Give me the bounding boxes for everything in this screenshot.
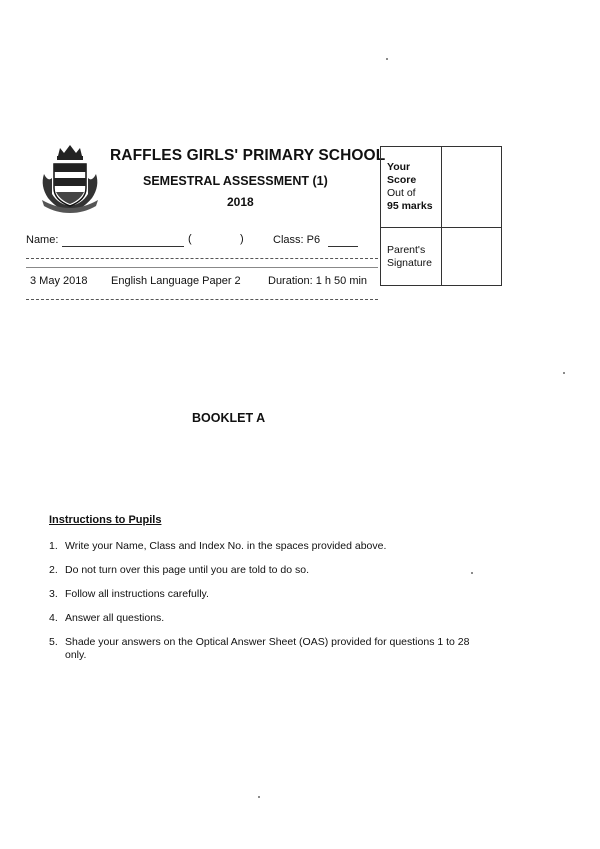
name-field[interactable] bbox=[62, 246, 184, 247]
instruction-text: Follow all instructions carefully. bbox=[65, 588, 209, 600]
divider-line bbox=[26, 299, 378, 300]
instruction-item bbox=[49, 564, 489, 577]
instruction-text: Answer all questions. bbox=[65, 612, 165, 624]
instruction-item bbox=[49, 612, 489, 625]
instruction-number: 5. bbox=[49, 636, 58, 648]
school-name: RAFFLES GIRLS' PRIMARY SCHOOL bbox=[110, 147, 386, 164]
exam-duration: Duration: 1 h 50 min bbox=[268, 275, 368, 287]
school-crest bbox=[38, 142, 102, 214]
score-label bbox=[387, 161, 441, 213]
instructions-title: Instructions to Pupils bbox=[49, 514, 162, 526]
parent-signature-label bbox=[387, 244, 441, 270]
score-label-your: Your bbox=[387, 161, 411, 173]
instruction-number: 4. bbox=[49, 612, 58, 624]
instruction-text: Write your Name, Class and Index No. in the spaces provided above. bbox=[65, 540, 387, 552]
exam-paper: English Language Paper 2 bbox=[111, 275, 241, 287]
instruction-number: 1. bbox=[49, 540, 58, 552]
name-label: Name: bbox=[26, 234, 59, 246]
index-paren-open: ( bbox=[188, 233, 192, 245]
scan-speck bbox=[471, 572, 473, 574]
divider-line bbox=[26, 267, 378, 268]
score-box bbox=[380, 146, 502, 286]
instruction-text: Do not turn over this page until you are told to do so. bbox=[65, 564, 309, 576]
scan-speck bbox=[258, 796, 260, 798]
instruction-number: 3. bbox=[49, 588, 58, 600]
parent-label: Parent's bbox=[387, 244, 426, 256]
index-paren-close: ) bbox=[240, 233, 244, 245]
instruction-item bbox=[49, 636, 489, 662]
instructions-list bbox=[49, 540, 489, 673]
instruction-item bbox=[49, 540, 489, 553]
booklet-title: BOOKLET A bbox=[192, 411, 266, 425]
divider-line bbox=[26, 258, 378, 259]
score-box-divider bbox=[441, 147, 442, 285]
instruction-item bbox=[49, 588, 489, 601]
scan-speck bbox=[386, 58, 388, 60]
signature-label: Signature bbox=[387, 257, 432, 269]
assessment-title: SEMESTRAL ASSESSMENT (1) bbox=[143, 174, 328, 188]
assessment-year: 2018 bbox=[227, 195, 254, 209]
score-label-marks: 95 marks bbox=[387, 200, 433, 212]
class-field[interactable] bbox=[328, 246, 358, 247]
score-label-score: Score bbox=[387, 174, 417, 186]
exam-date: 3 May 2018 bbox=[30, 275, 88, 287]
score-box-divider bbox=[381, 227, 501, 228]
score-label-out-of: Out of bbox=[387, 187, 416, 199]
scan-speck bbox=[563, 372, 565, 374]
instruction-number: 2. bbox=[49, 564, 58, 576]
instruction-text: Shade your answers on the Optical Answer Sheet (OAS) provided for questions 1 to 28 only. bbox=[65, 636, 470, 661]
class-label: Class: P6 bbox=[273, 234, 321, 246]
